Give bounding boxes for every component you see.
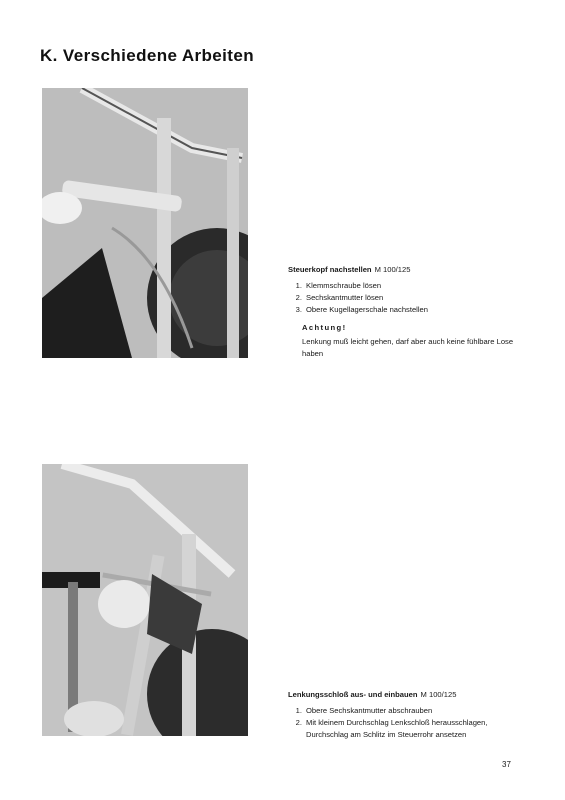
page-title: K. Verschiedene Arbeiten bbox=[40, 46, 254, 65]
steering-head-adjustment-photo bbox=[42, 88, 248, 358]
step-item: 2. Sechskantmutter lösen bbox=[295, 293, 384, 302]
steering-lock-removal-photo bbox=[42, 464, 248, 736]
step-item: 1. Obere Sechskantmutter abschrauben bbox=[295, 706, 433, 715]
step-item: 1. Klemmschraube lösen bbox=[295, 281, 382, 290]
page-number: 37 bbox=[502, 760, 511, 769]
model-reference: M 100/125 bbox=[420, 690, 457, 699]
step-list bbox=[288, 705, 528, 741]
section-heading: Lenkungsschloß aus- und einbauen M 100/125 bbox=[288, 690, 457, 699]
caution-text: Lenkung muß leicht gehen, darf aber auch keine fühlbare Lose haben bbox=[302, 337, 514, 358]
steering-head-section bbox=[288, 264, 528, 360]
section-heading: Steuerkopf nachstellen M 100/125 bbox=[288, 265, 411, 274]
steering-lock-section bbox=[288, 689, 528, 741]
model-reference: M 100/125 bbox=[374, 265, 411, 274]
step-list bbox=[288, 280, 528, 316]
step-item: 3. Obere Kugellagerschale nachstellen bbox=[295, 305, 429, 314]
caution-title: Achtung! bbox=[302, 323, 347, 332]
step-item: 2. Mit kleinem Durchschlag Lenkschloß herausschlagen, Durchschlag am Schlitz im Steuerrohr ansetzen bbox=[295, 718, 488, 739]
